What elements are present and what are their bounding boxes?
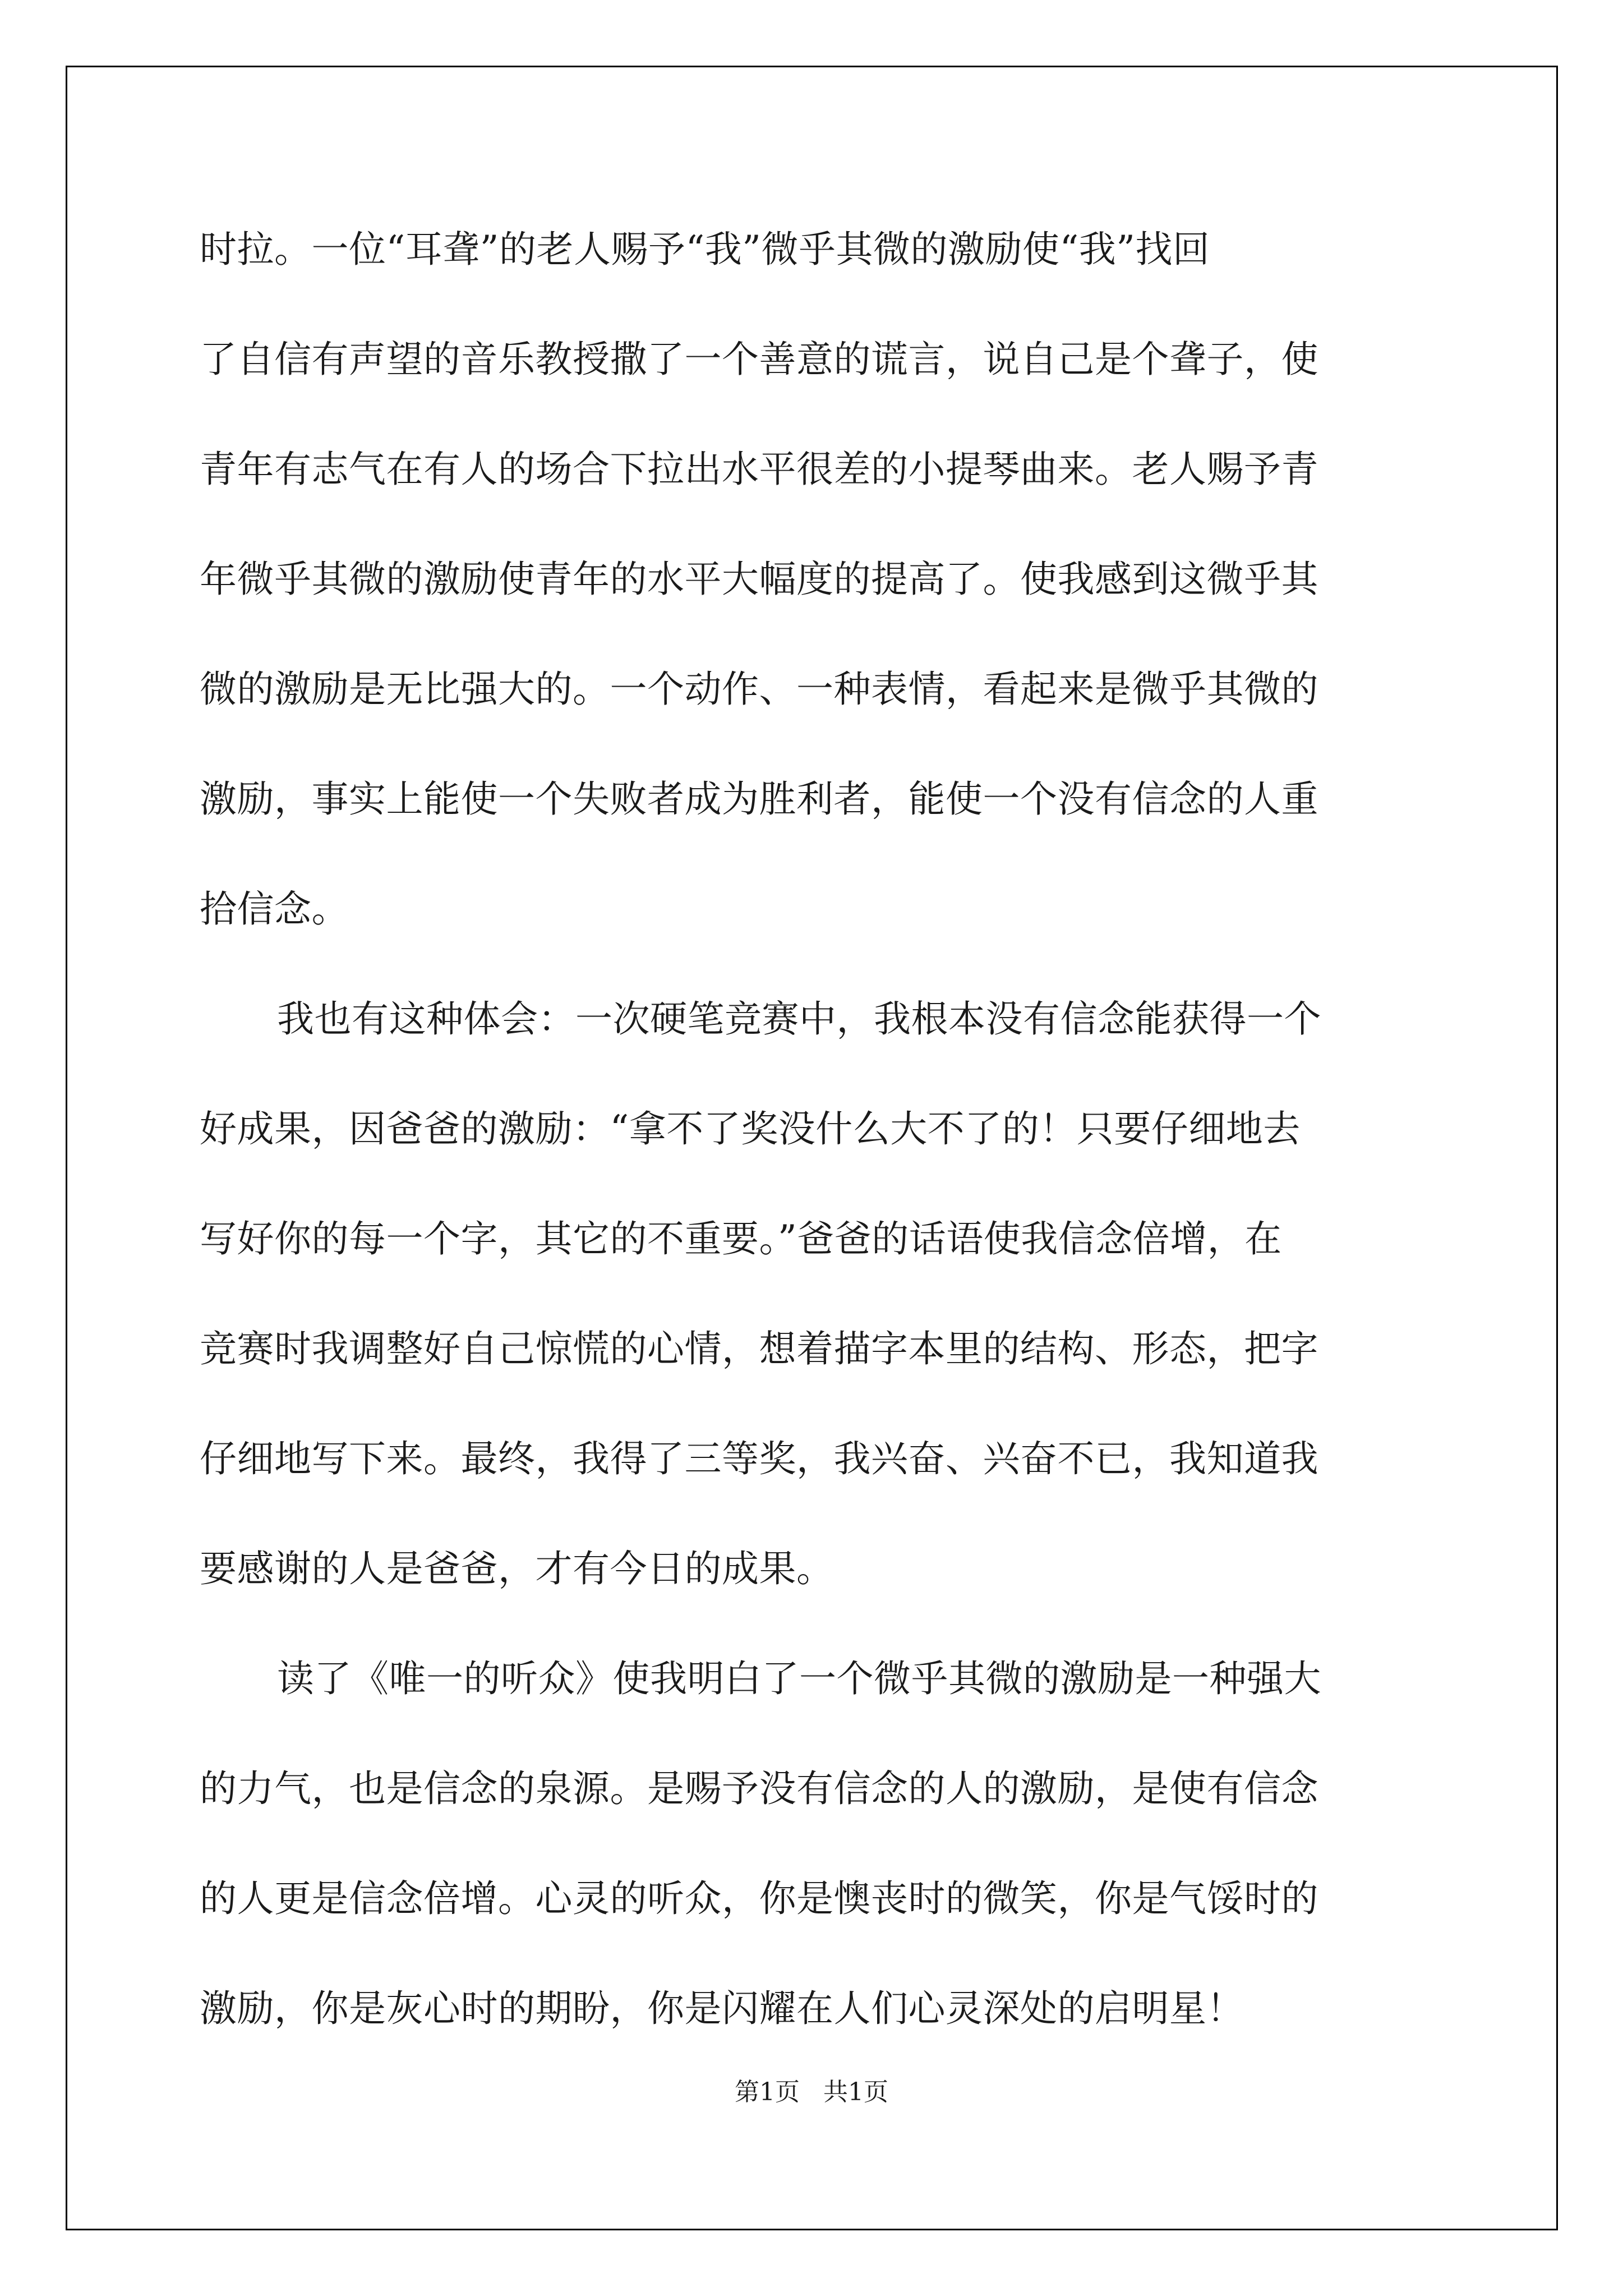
text-line: 微的激励是无比强大的。一个动作、一种表情，看起来是微乎其微的 (200, 668, 1318, 711)
text-line: 的力气，也是信念的泉源。是赐予没有信念的人的激励，是使有信念 (200, 1767, 1318, 1810)
text-line: 了自信有声望的音乐教授撒了一个善意的谎言，说自己是个聋子，使 (200, 338, 1318, 381)
text-line: 读了《唯一的听众》使我明白了一个微乎其微的激励是一种强大 (277, 1657, 1321, 1700)
page-total: 共1页 (823, 2078, 888, 2106)
page-footer (0, 2076, 1623, 2109)
text-line: 年微乎其微的激励使青年的水平大幅度的提高了。使我感到这微乎其 (200, 558, 1318, 601)
text-line: 竞赛时我调整好自己惊慌的心情，想着描字本里的结构、形态，把字 (200, 1327, 1318, 1370)
text-line: 时拉。一位“耳聋”的老人赐予“我”微乎其微的激励使“我”找回 (200, 228, 1210, 271)
text-line: 好成果，因爸爸的激励：“拿不了奖没什么大不了的！只要仔细地去 (200, 1107, 1301, 1151)
text-line: 写好你的每一个字，其它的不重要。”爸爸的话语使我信念倍增，在 (200, 1217, 1282, 1260)
text-line: 仔细地写下来。最终，我得了三等奖，我兴奋、兴奋不已，我知道我 (200, 1437, 1318, 1480)
text-line: 的人更是信念倍增。心灵的听众，你是懊丧时的微笑，你是气馁时的 (200, 1877, 1318, 1920)
page-number: 第1页 (735, 2078, 800, 2106)
text-line: 激励，事实上能使一个失败者成为胜利者，能使一个没有信念的人重 (200, 777, 1318, 821)
text-line: 我也有这种体会：一次硬笔竞赛中，我根本没有信念能获得一个 (277, 997, 1321, 1041)
text-line: 青年有志气在有人的场合下拉出水平很差的小提琴曲来。老人赐予青 (200, 448, 1318, 491)
text-line: 激励，你是灰心时的期盼，你是闪耀在人们心灵深处的启明星！ (200, 1987, 1244, 2030)
text-line: 拾信念。 (200, 887, 349, 931)
text-line: 要感谢的人是爸爸，才有今日的成果。 (200, 1547, 834, 1590)
